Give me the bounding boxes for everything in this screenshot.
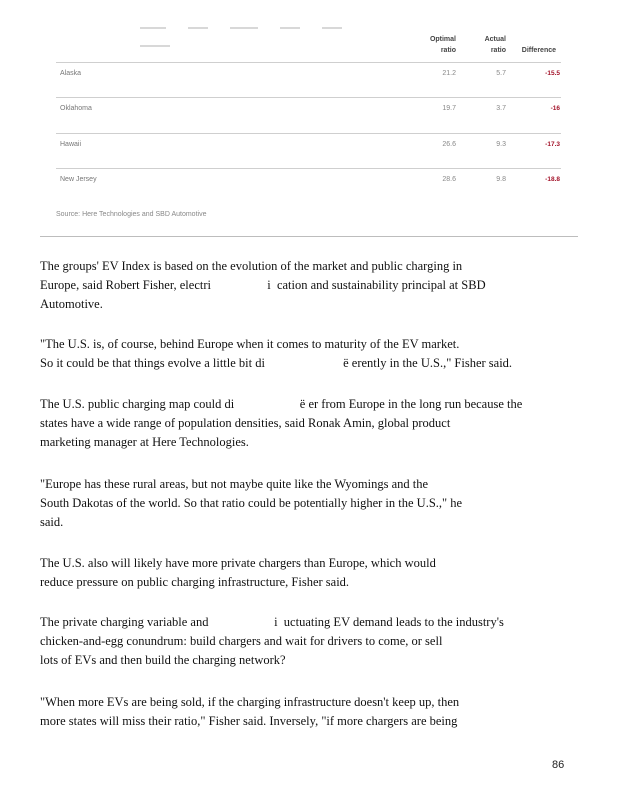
text-line: lots of EVs and then build the charging network? [40, 653, 286, 667]
table-row [56, 97, 561, 134]
state-cell: Alaska [60, 70, 82, 77]
section-divider [40, 236, 578, 237]
difference-cell: -16 [550, 105, 560, 112]
state-cell: Oklahoma [60, 105, 92, 112]
text-line: reduce pressure on public charging infrastructure, Fisher said. [40, 575, 350, 589]
table-row [56, 62, 561, 99]
cropped-header-row [140, 27, 410, 30]
paragraph [40, 693, 560, 731]
paragraph [40, 554, 560, 592]
optimal-cell: 26.6 [442, 141, 456, 148]
text-line: South Dakotas of the world. So that ratio could be potentially higher in the U.S.," he [40, 496, 463, 510]
state-cell: Hawaii [60, 141, 82, 148]
paragraph [40, 335, 560, 373]
text-line: Europe, said Robert Fisher, electri i cation and sustainability principal at SBD [40, 278, 486, 292]
actual-header-line2: ratio [490, 47, 506, 54]
actual-ratio-header [470, 34, 506, 56]
difference-cell: -17.3 [545, 141, 560, 148]
actual-cell: 9.3 [496, 141, 506, 148]
text-line: "The U.S. is, of course, behind Europe when it comes to maturity of the EV market. [40, 337, 460, 351]
difference-header: Difference [521, 47, 556, 54]
state-cell: New Jersey [60, 176, 97, 183]
text-line: "When more EVs are being sold, if the charging infrastructure doesn't keep up, then [40, 695, 460, 709]
text-line: The U.S. public charging map could di ë er from Europe in the long run because the [40, 397, 523, 411]
paragraph [40, 395, 560, 452]
optimal-cell: 21.2 [442, 70, 456, 77]
text-line: So it could be that things evolve a little bit di ë erently in the U.S.," Fisher said. [40, 356, 513, 370]
actual-cell: 9.8 [496, 176, 506, 183]
optimal-cell: 19.7 [442, 105, 456, 112]
actual-cell: 3.7 [496, 105, 506, 112]
paragraph [40, 475, 560, 532]
optimal-ratio-header [416, 34, 456, 56]
text-line: The U.S. also will likely have more private chargers than Europe, which would [40, 556, 436, 570]
paragraph [40, 257, 560, 314]
actual-cell: 5.7 [496, 70, 506, 77]
page-number: 86 [552, 759, 565, 771]
table-row [56, 133, 561, 170]
text-line: chicken-and-egg conundrum: build chargers and wait for drivers to come, or sell [40, 634, 443, 648]
table-source: Source: Here Technologies and SBD Automotive [56, 211, 207, 218]
difference-cell: -15.5 [545, 70, 560, 77]
text-line: "Europe has these rural areas, but not maybe quite like the Wyomings and the [40, 477, 429, 491]
paragraph [40, 613, 560, 670]
text-line: The groups' EV Index is based on the evolution of the market and public charging in [40, 259, 463, 273]
difference-cell: -18.8 [545, 176, 560, 183]
text-line: states have a wide range of population densities, said Ronak Amin, global product [40, 416, 451, 430]
text-line: marketing manager at Here Technologies. [40, 435, 249, 449]
actual-header-line1: Actual [484, 36, 506, 43]
table-row [56, 168, 561, 205]
optimal-header-line1: Optimal [429, 36, 456, 43]
text-line: said. [40, 515, 64, 529]
text-line: Automotive. [40, 297, 103, 311]
optimal-cell: 28.6 [442, 176, 456, 183]
text-line: more states will miss their ratio," Fisher said. Inversely, "if more chargers are being [40, 714, 458, 728]
text-line: The private charging variable and i uctuating EV demand leads to the industry's [40, 615, 504, 629]
optimal-header-line2: ratio [440, 47, 456, 54]
